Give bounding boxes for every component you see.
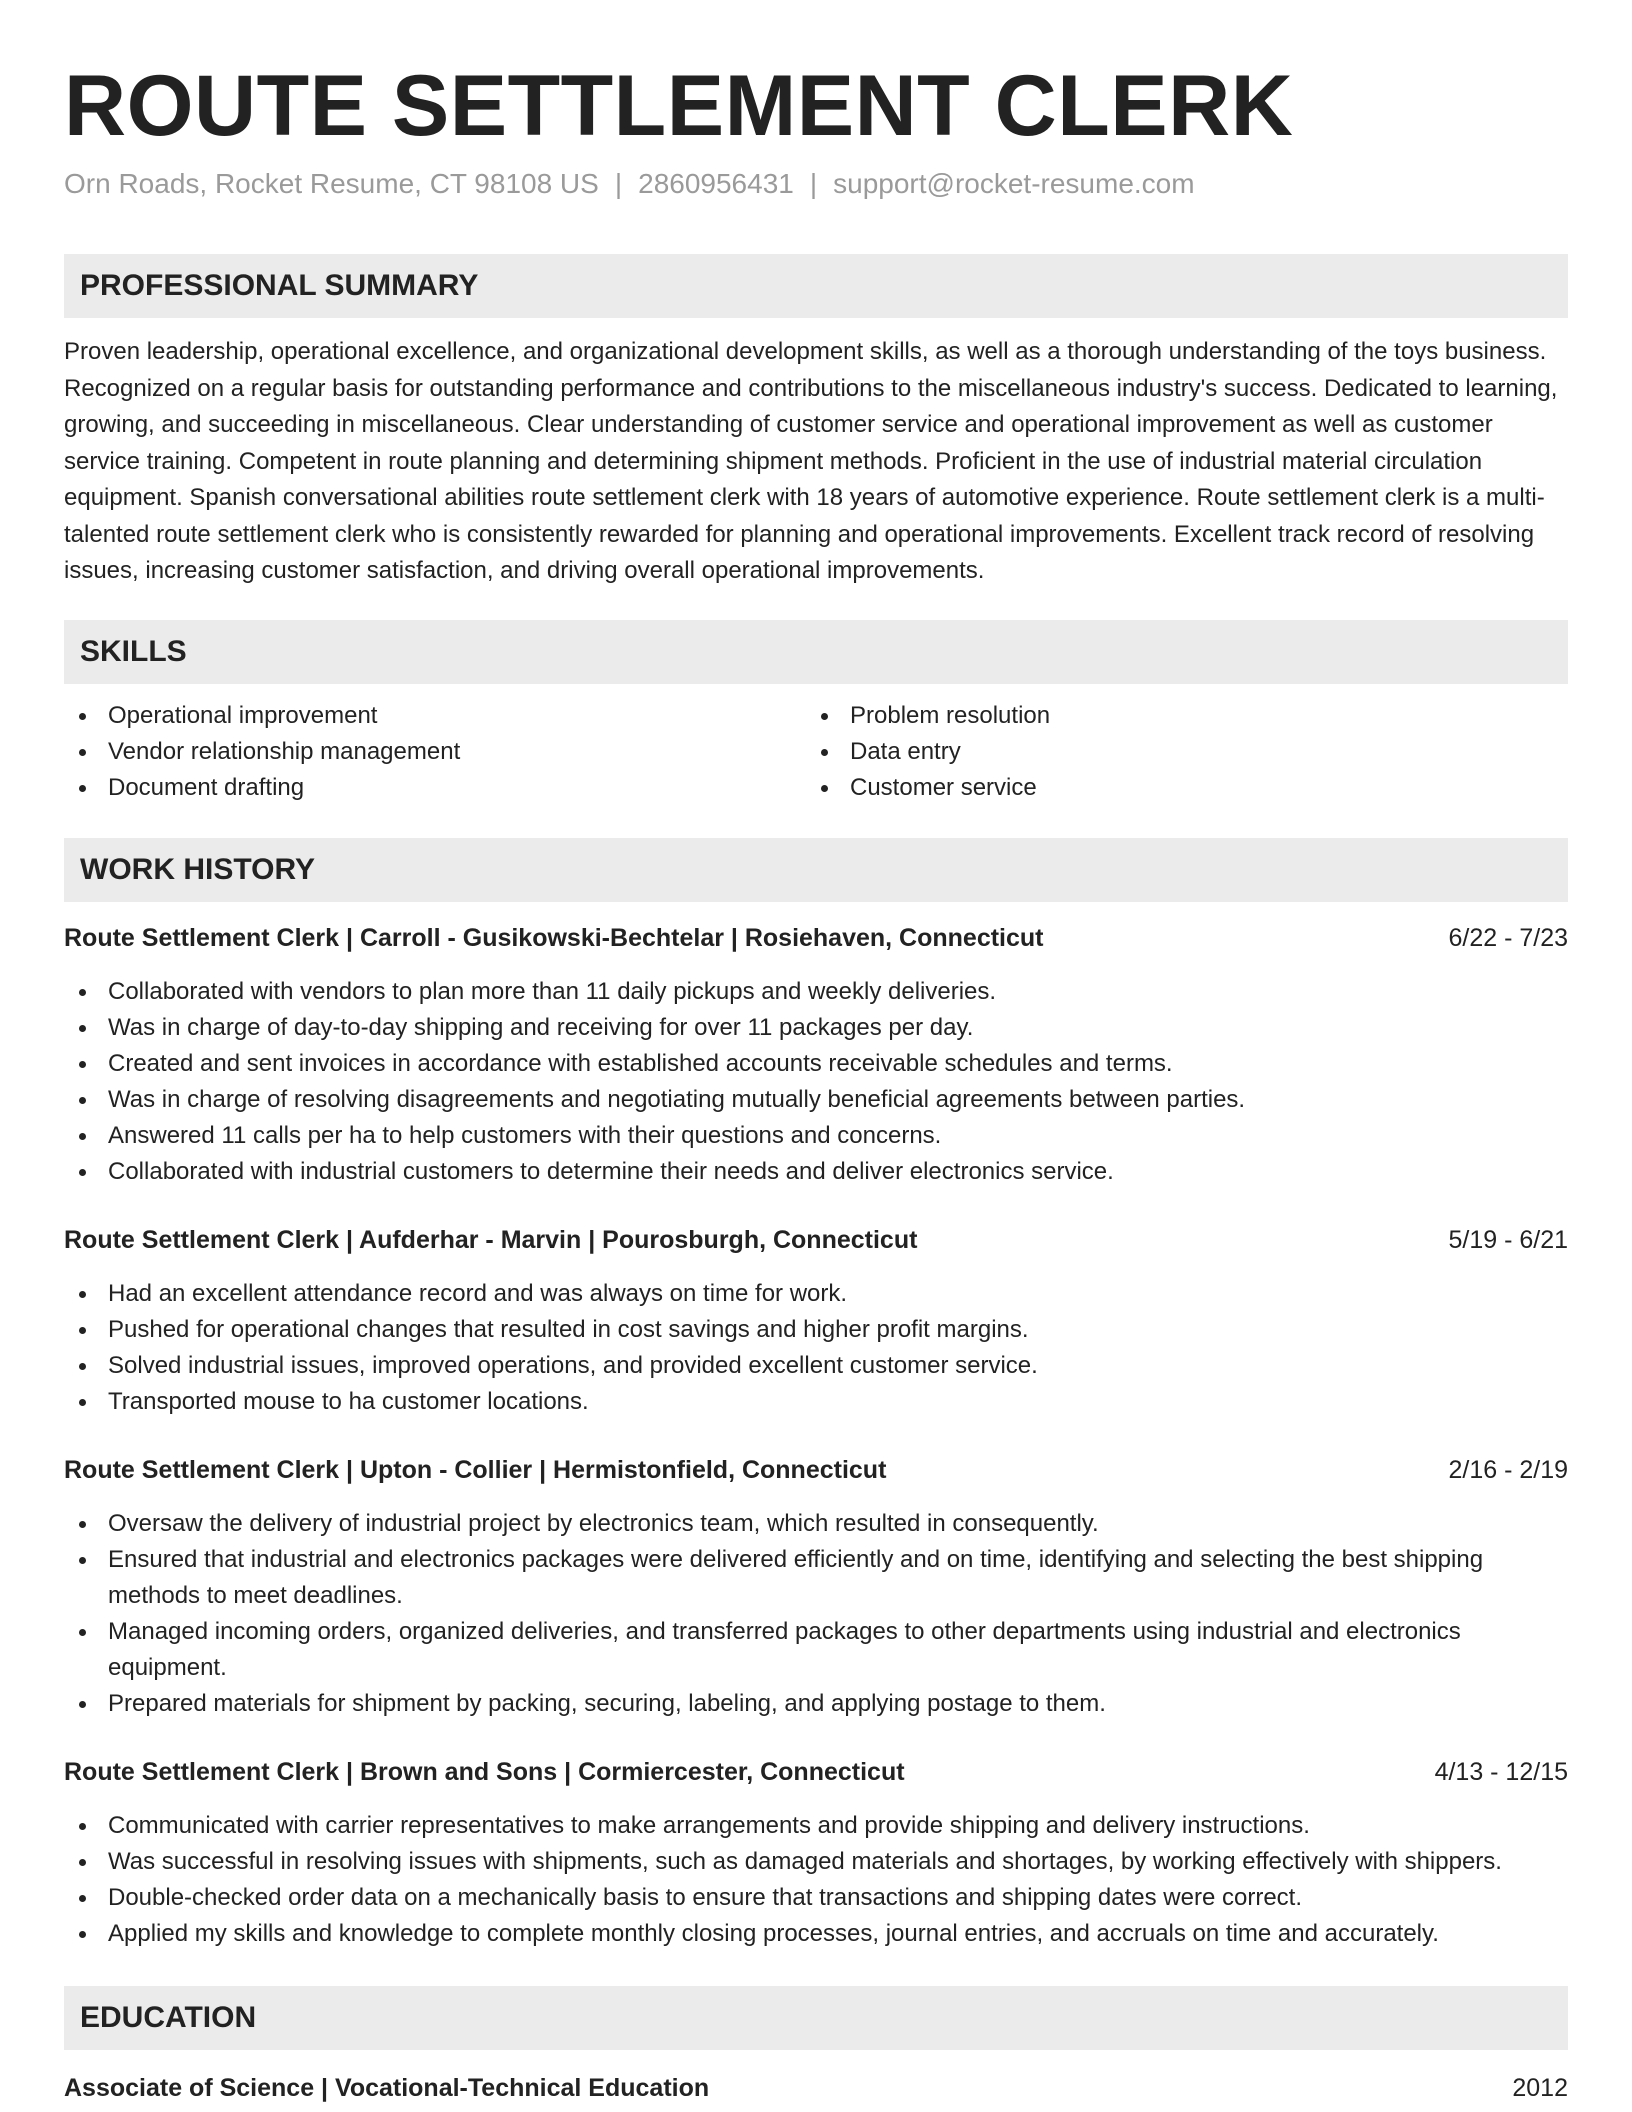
contact-line (64, 164, 1568, 204)
job-entry (64, 1754, 1568, 1952)
skills-column-left (64, 698, 806, 806)
job-bullet: Applied my skills and knowledge to complete monthly closing processes, journal entries, and accruals on time and accurately. (64, 1916, 1568, 1952)
skill-item: Data entry (806, 734, 1548, 770)
resume-page (64, 0, 1568, 2106)
job-bullet: Transported mouse to ha customer locations. (64, 1384, 1568, 1420)
section-header-work-history: WORK HISTORY (64, 838, 1568, 902)
job-bullet: Oversaw the delivery of industrial project by electronics team, which resulted in consequently. (64, 1506, 1568, 1542)
job-bullet: Answered 11 calls per ha to help customers with their questions and concerns. (64, 1118, 1568, 1154)
job-bullet: Managed incoming orders, organized deliveries, and transferred packages to other departments using industrial and electronics equipment. (64, 1614, 1568, 1686)
skill-item: Operational improvement (64, 698, 806, 734)
job-title: Route Settlement Clerk | Aufderhar - Marvin | Pourosburgh, Connecticut (64, 1225, 918, 1254)
job-header (64, 1222, 1568, 1258)
job-bullet: Solved industrial issues, improved operations, and provided excellent customer service. (64, 1348, 1568, 1384)
job-title: Route Settlement Clerk | Upton - Collier | Hermistonfield, Connecticut (64, 1455, 887, 1484)
contact-email: support@rocket-resume.com (833, 168, 1195, 199)
job-bullet: Communicated with carrier representatives to make arrangements and provide shipping and delivery instructions. (64, 1808, 1568, 1844)
job-dates: 5/19 - 6/21 (1448, 1225, 1568, 1254)
job-entry (64, 1222, 1568, 1420)
section-header-summary: PROFESSIONAL SUMMARY (64, 254, 1568, 318)
job-bullet: Created and sent invoices in accordance with established accounts receivable schedules and terms. (64, 1046, 1568, 1082)
education-degree: Associate of Science | Vocational-Technical Education (64, 2073, 710, 2102)
skills-grid (64, 698, 1568, 806)
job-title: Route Settlement Clerk | Carroll - Gusikowski-Bechtelar | Rosiehaven, Connecticut (64, 923, 1044, 952)
contact-separator: | (809, 168, 818, 199)
section-header-skills: SKILLS (64, 620, 1568, 684)
job-bullet: Prepared materials for shipment by packing, securing, labeling, and applying postage to them. (64, 1686, 1568, 1722)
job-entry (64, 920, 1568, 1190)
job-dates: 4/13 - 12/15 (1434, 1757, 1568, 1786)
skill-item: Problem resolution (806, 698, 1548, 734)
section-header-education: EDUCATION (64, 1986, 1568, 2050)
job-bullet: Collaborated with industrial customers to determine their needs and deliver electronics service. (64, 1154, 1568, 1190)
skills-column-right (806, 698, 1548, 806)
job-header (64, 1452, 1568, 1488)
work-history-list (64, 920, 1568, 1952)
job-bullets (64, 1506, 1568, 1722)
job-bullets (64, 1808, 1568, 1952)
job-entry (64, 1452, 1568, 1722)
summary-text: Proven leadership, operational excellence, and organizational development skills, as well as a thorough understanding of the toys business. Recognized on a regular basis for outstanding performance and contributions to the miscellaneous industry's success. Dedicated to learning, growing, and succeeding in miscellaneous. Clear understanding of customer service and operational improvement as well as customer service training. Competent in route planning and determining shipment methods. Proficient in the use of industrial material circulation equipment. Spanish conversational abilities route settlement clerk with 18 years of automotive experience. Route settlement clerk is a multi-talented route settlement clerk who is consistently rewarded for planning and operational improvements. Excellent track record of resolving issues, increasing customer satisfaction, and driving overall operational improvements. (64, 338, 1558, 584)
job-bullet: Double-checked order data on a mechanically basis to ensure that transactions and shipping dates were correct. (64, 1880, 1568, 1916)
job-dates: 6/22 - 7/23 (1448, 923, 1568, 952)
education-year: 2012 (1512, 2073, 1568, 2102)
job-bullet: Had an excellent attendance record and was always on time for work. (64, 1276, 1568, 1312)
job-bullet: Was in charge of day-to-day shipping and receiving for over 11 packages per day. (64, 1010, 1568, 1046)
contact-phone: 2860956431 (638, 168, 794, 199)
education-entry (64, 2070, 1568, 2106)
skill-item: Vendor relationship management (64, 734, 806, 770)
contact-address: Orn Roads, Rocket Resume, CT 98108 US (64, 168, 599, 199)
job-header (64, 1754, 1568, 1790)
job-header (64, 920, 1568, 956)
job-title: Route Settlement Clerk | Brown and Sons | Cormiercester, Connecticut (64, 1757, 905, 1786)
contact-separator: | (614, 168, 623, 199)
resume-name: ROUTE SETTLEMENT CLERK (64, 58, 1294, 154)
skill-item: Customer service (806, 770, 1548, 806)
job-bullet: Pushed for operational changes that resulted in cost savings and higher profit margins. (64, 1312, 1568, 1348)
job-bullet: Was successful in resolving issues with shipments, such as damaged materials and shortages, by working effectively with shippers. (64, 1844, 1568, 1880)
skill-item: Document drafting (64, 770, 806, 806)
job-bullets (64, 974, 1568, 1190)
job-bullet: Was in charge of resolving disagreements and negotiating mutually beneficial agreements between parties. (64, 1082, 1568, 1118)
job-dates: 2/16 - 2/19 (1448, 1455, 1568, 1484)
job-bullets (64, 1276, 1568, 1420)
job-bullet: Collaborated with vendors to plan more than 11 daily pickups and weekly deliveries. (64, 974, 1568, 1010)
job-bullet: Ensured that industrial and electronics packages were delivered efficiently and on time, identifying and selecting the best shipping methods to meet deadlines. (64, 1542, 1568, 1614)
